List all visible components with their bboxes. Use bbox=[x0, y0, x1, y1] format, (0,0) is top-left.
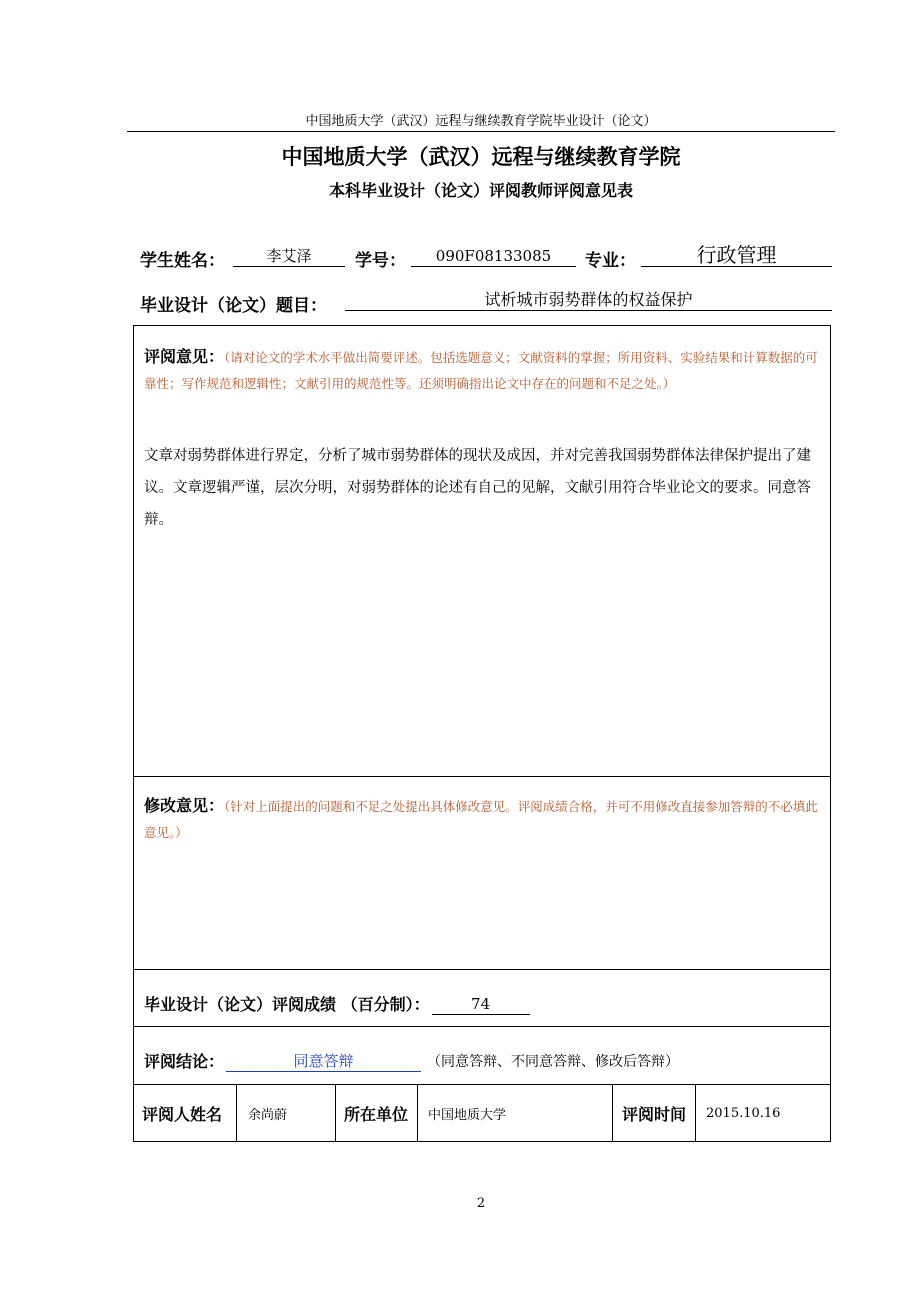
revision-label: 修改意见： bbox=[144, 796, 225, 815]
thesis-title-label: 毕业设计（论文）题目： bbox=[140, 296, 327, 316]
review-time[interactable]: 2015.10.16 bbox=[706, 1105, 781, 1121]
conclusion-label: 评阅结论： bbox=[144, 1052, 225, 1071]
reviewer-name-label: 评阅人姓名 bbox=[142, 1104, 223, 1124]
time-cell bbox=[706, 1085, 826, 1141]
review-text[interactable]: 文章对弱势群体进行界定，分析了城市弱势群体的现状及成因，并对完善我国弱势群体法律保护提出了建议。文章逻辑严谨，层次分明，对弱势群体的论述有自己的见解，文献引用符合毕业论文的要求。同意答辩。 bbox=[144, 448, 811, 528]
unit-label: 所在单位 bbox=[344, 1104, 409, 1124]
student-name-field[interactable]: 李艾泽 bbox=[233, 246, 345, 267]
conclusion-field[interactable]: 同意答辩 bbox=[226, 1051, 421, 1072]
reviewer-name-label-cell bbox=[142, 1085, 237, 1141]
reviewer-name[interactable]: 余尚蔚 bbox=[248, 1107, 288, 1123]
review-heading bbox=[144, 344, 822, 397]
page-number: 2 bbox=[476, 1196, 486, 1211]
revision-heading bbox=[144, 793, 822, 846]
conclusion-options: （同意答辩、不同意答辩、修改后答辩） bbox=[427, 1054, 680, 1070]
page-title: 中国地质大学（武汉）远程与继续教育学院 bbox=[281, 145, 681, 169]
divider bbox=[612, 1085, 613, 1141]
review-time-label: 评阅时间 bbox=[622, 1104, 687, 1124]
divider bbox=[417, 1085, 418, 1141]
page-subtitle: 本科毕业设计（论文）评阅教师评阅意见表 bbox=[328, 181, 633, 200]
score-section bbox=[133, 969, 831, 1027]
revision-section bbox=[133, 776, 831, 970]
conclusion-section bbox=[133, 1026, 831, 1085]
divider bbox=[695, 1085, 696, 1141]
time-label-cell bbox=[622, 1085, 702, 1141]
review-hint: （请对论文的学术水平做出简要评述。包括选题意义；文献资料的掌握；所用资料、实验结果和计算数据的可靠性；写作规范和逻辑性；文献引用的规范性等。还须明确指出论文中存在的问题和不足之处。） bbox=[144, 350, 818, 391]
divider bbox=[236, 1085, 237, 1141]
score-row bbox=[144, 992, 530, 1015]
major-field[interactable]: 行政管理 bbox=[641, 244, 832, 267]
unit-cell bbox=[428, 1085, 608, 1141]
divider bbox=[335, 1085, 336, 1141]
reviewer-row bbox=[133, 1084, 831, 1142]
header-rule bbox=[127, 131, 835, 132]
conclusion-row bbox=[144, 1049, 679, 1072]
reviewer-name-cell bbox=[248, 1085, 336, 1141]
student-id-field[interactable]: 090F08133085 bbox=[411, 246, 576, 267]
score-field[interactable]: 74 bbox=[432, 994, 530, 1015]
running-header: 中国地质大学（武汉）远程与继续教育学院毕业设计（论文） bbox=[305, 114, 657, 129]
score-label: 毕业设计（论文）评阅成绩 （百分制）： bbox=[144, 995, 430, 1014]
reviewer-unit[interactable]: 中国地质大学 bbox=[428, 1107, 507, 1123]
revision-hint: （针对上面提出的问题和不足之处提出具体修改意见。评阅成绩合格，并可不用修改直接参加答辩的不必填此意见。） bbox=[144, 799, 818, 840]
student-name-label: 学生姓名： bbox=[140, 251, 225, 271]
major-label: 专业： bbox=[585, 251, 636, 271]
thesis-title-field[interactable]: 试析城市弱势群体的权益保护 bbox=[345, 290, 832, 311]
review-label: 评阅意见： bbox=[144, 347, 225, 366]
review-section bbox=[133, 325, 831, 777]
student-id-label: 学号： bbox=[355, 251, 406, 271]
